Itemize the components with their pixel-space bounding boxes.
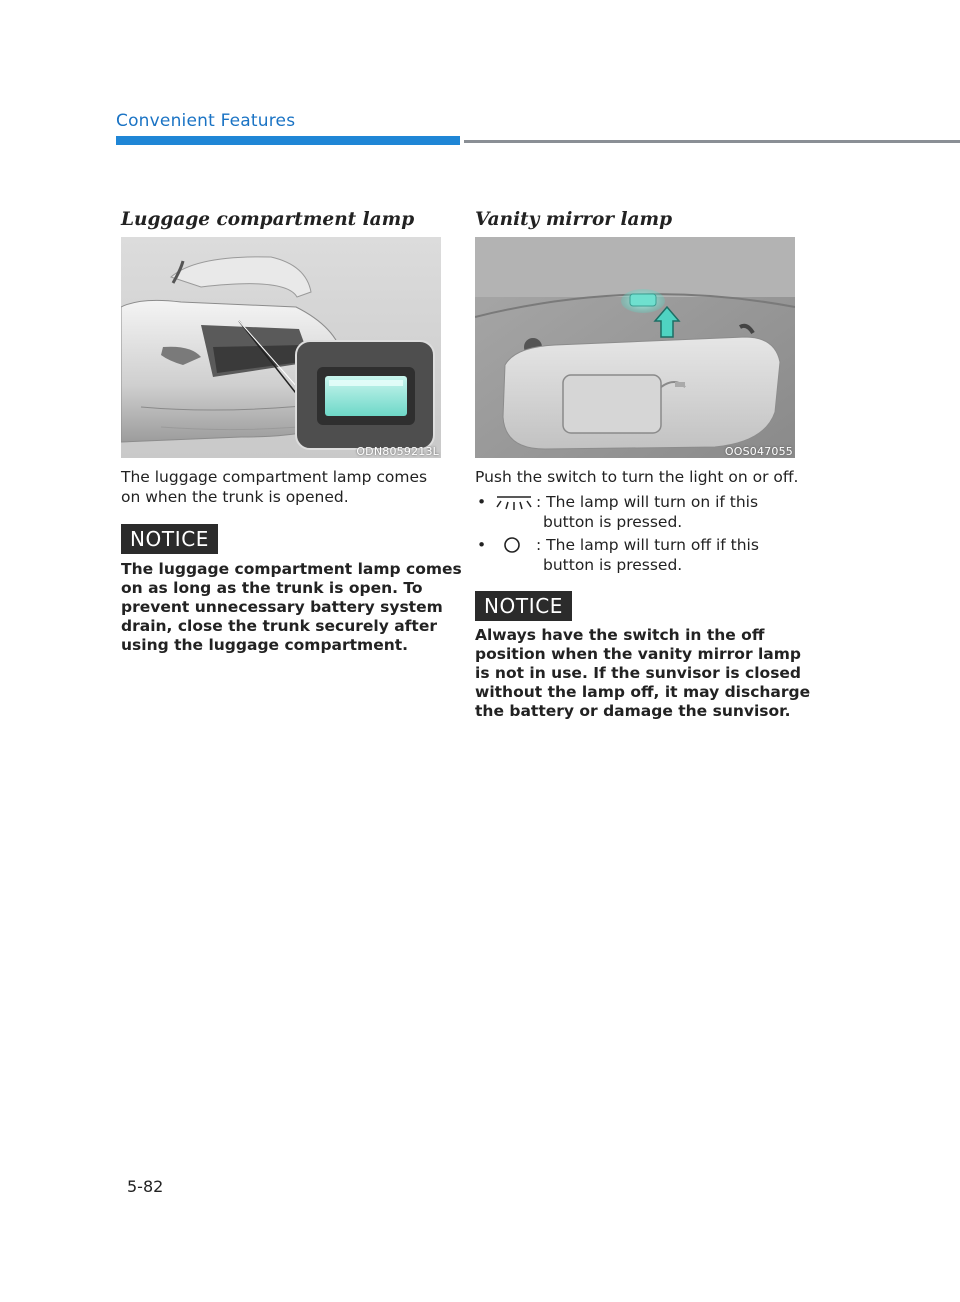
text-line: prevent unnecessary battery system	[121, 598, 443, 616]
notice-badge: NOTICE	[121, 524, 218, 554]
luggage-lamp-figure	[121, 237, 441, 458]
section-header: Convenient Features	[116, 111, 296, 131]
text-line: without the lamp off, it may discharge	[475, 683, 811, 701]
text-line: drain, close the trunk securely after	[121, 617, 437, 635]
car-trunk-illustration	[121, 237, 441, 458]
figure-code: OOS047055	[724, 445, 793, 458]
bullet-dot: •	[477, 493, 487, 511]
text-line: on as long as the trunk is open. To	[121, 579, 423, 597]
bullet-dot: •	[477, 536, 487, 554]
figure-code: ODN8059213L	[356, 445, 439, 458]
notice-badge: NOTICE	[475, 591, 572, 621]
text-line: position when the vanity mirror lamp	[475, 645, 802, 663]
notice-text	[475, 626, 810, 721]
text-line: The luggage compartment lamp comes	[121, 560, 462, 578]
bullet-text: : The lamp will turn off if this	[536, 536, 759, 554]
bullet-lamp-off	[477, 535, 797, 579]
text-line: using the luggage compartment.	[121, 636, 409, 654]
notice-text	[121, 560, 462, 655]
sunvisor-illustration	[475, 237, 795, 458]
luggage-lamp-description	[121, 467, 427, 507]
luggage-lamp-title: Luggage compartment lamp	[121, 209, 415, 230]
text-line: Always have the switch in the off	[475, 626, 765, 644]
text-line: The luggage compartment lamp comes	[121, 468, 428, 486]
lamp-off-icon	[503, 536, 521, 559]
header-bar-accent	[116, 136, 460, 145]
page-number: 5-82	[127, 1177, 164, 1196]
text-line: is not in use. If the sunvisor is closed	[475, 664, 802, 682]
vanity-lamp-intro: Push the switch to turn the light on or off.	[475, 468, 799, 486]
text-line: on when the trunk is opened.	[121, 488, 349, 506]
lamp-on-icon	[495, 492, 535, 517]
vanity-lamp-figure	[475, 237, 795, 458]
bullet-text: button is pressed.	[543, 556, 683, 574]
bullet-lamp-on	[477, 492, 797, 536]
text-line: the battery or damage the sunvisor.	[475, 702, 791, 720]
bullet-text: : The lamp will turn on if this	[536, 493, 759, 511]
bullet-text: button is pressed.	[543, 513, 683, 531]
header-bar-rule	[464, 140, 960, 143]
vanity-lamp-title: Vanity mirror lamp	[475, 209, 673, 230]
